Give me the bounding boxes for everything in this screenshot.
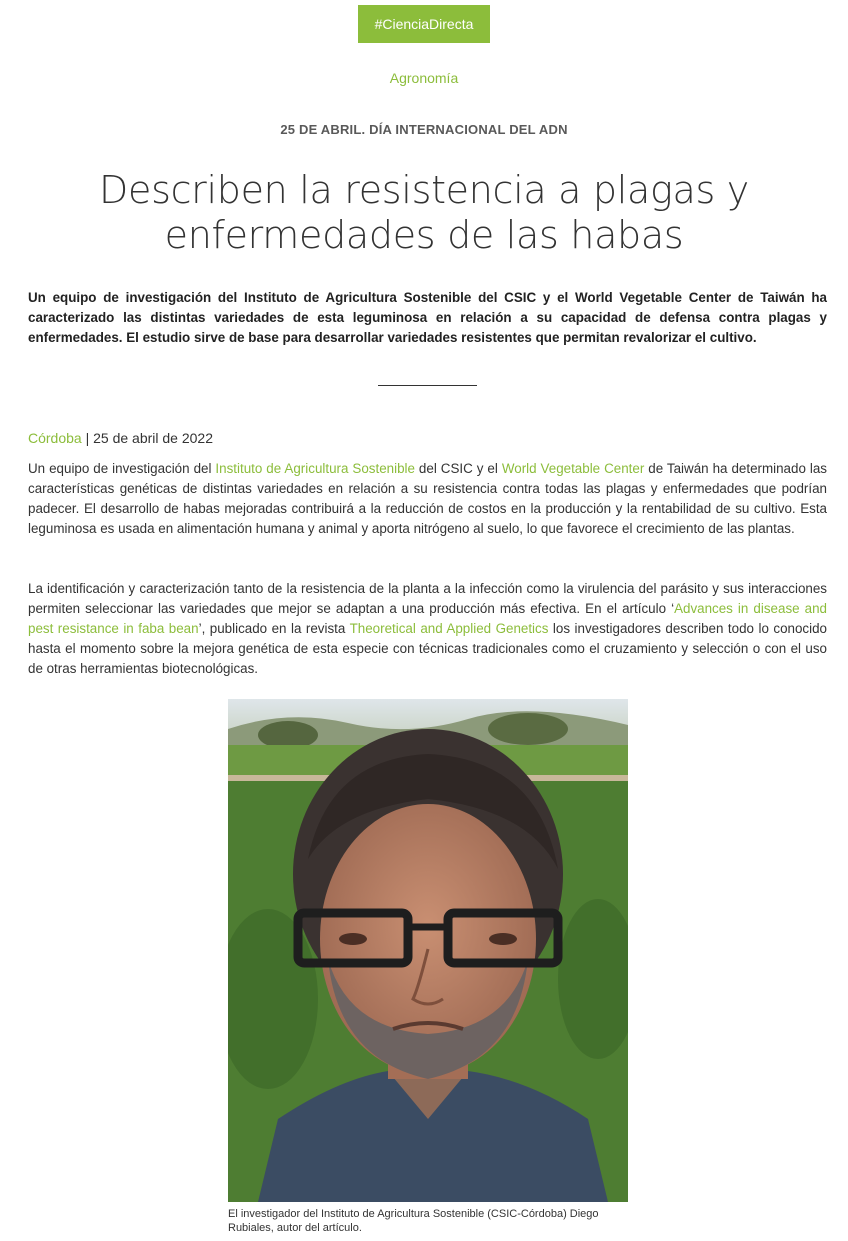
- category-link[interactable]: Agronomía: [389, 70, 459, 86]
- ciencia-directa-tag[interactable]: #CienciaDirecta: [358, 5, 491, 43]
- researcher-portrait-image: [228, 699, 628, 1202]
- location-link[interactable]: Córdoba: [28, 430, 82, 446]
- kicker: 25 DE ABRIL. DÍA INTERNACIONAL DEL ADN: [280, 122, 568, 137]
- paragraph-2: [28, 579, 827, 679]
- paragraph-text: Un equipo de investigación del: [28, 461, 216, 476]
- divider: [378, 385, 477, 386]
- tag-container: [0, 5, 848, 43]
- paragraph-text: La identificación y caracterización tanto de la resistencia de la planta a la infección como la virulencia del parásito y sus interacciones permiten seleccionar las variedades que mejor se adaptan a una producción más efectiva. En el artículo ‘: [28, 581, 827, 616]
- article-lead: Un equipo de investigación del Instituto de Agricultura Sostenible del CSIC y el World Vegetable Center de Taiwán ha caracterizado las distintas variedades de esta leguminosa en relación a su capacidad de defensa contra plagas y enfermedades. El estudio sirve de base para desarrollar variedades resistentes que permitan revalorizar el cultivo.: [28, 290, 827, 345]
- publish-date: 25 de abril de 2022: [93, 430, 213, 446]
- journal-link[interactable]: Theoretical and Applied Genetics: [349, 621, 549, 636]
- dateline-separator: |: [81, 430, 94, 446]
- photo-caption: El investigador del Instituto de Agricultura Sostenible (CSIC-Córdoba) Diego Rubiales, autor del artículo.: [228, 1208, 599, 1234]
- paragraph-text: ’, publicado en la revista: [198, 621, 350, 636]
- dateline: [28, 430, 827, 446]
- paragraph-1: [28, 459, 827, 539]
- world-vegetable-center-link[interactable]: World Vegetable Center: [501, 461, 645, 476]
- paragraph-text: de Taiwán ha determinado las características genéticas de distintas variedades en relación a su resistencia contra todas las plagas y enfermedades que podrían padecer. El desarrollo de habas mejoradas contribuirá a la reducción de costos en la producción y la rentabilidad de su cultivo. Esta leguminosa es usada en alimentación humana y animal y aporta nitrógeno al suelo, lo que favorece el crecimiento de las plantas.: [28, 461, 827, 536]
- article-title-link[interactable]: Advances in disease and pest resistance in faba bean: [28, 601, 827, 636]
- researcher-photo: [228, 699, 628, 1202]
- paragraph-text: del CSIC y el: [414, 461, 502, 476]
- instituto-agricultura-link[interactable]: Instituto de Agricultura Sostenible: [215, 461, 415, 476]
- article-title: Describen la resistencia a plagas y enfermedades de las habas: [99, 168, 749, 257]
- paragraph-text: los investigadores describen todo lo conocido hasta el momento sobre la mejora genética de esta especie con técnicas tradicionales como el cruzamiento y selección o con el uso de otras herramientas biotecnológicas.: [28, 621, 828, 676]
